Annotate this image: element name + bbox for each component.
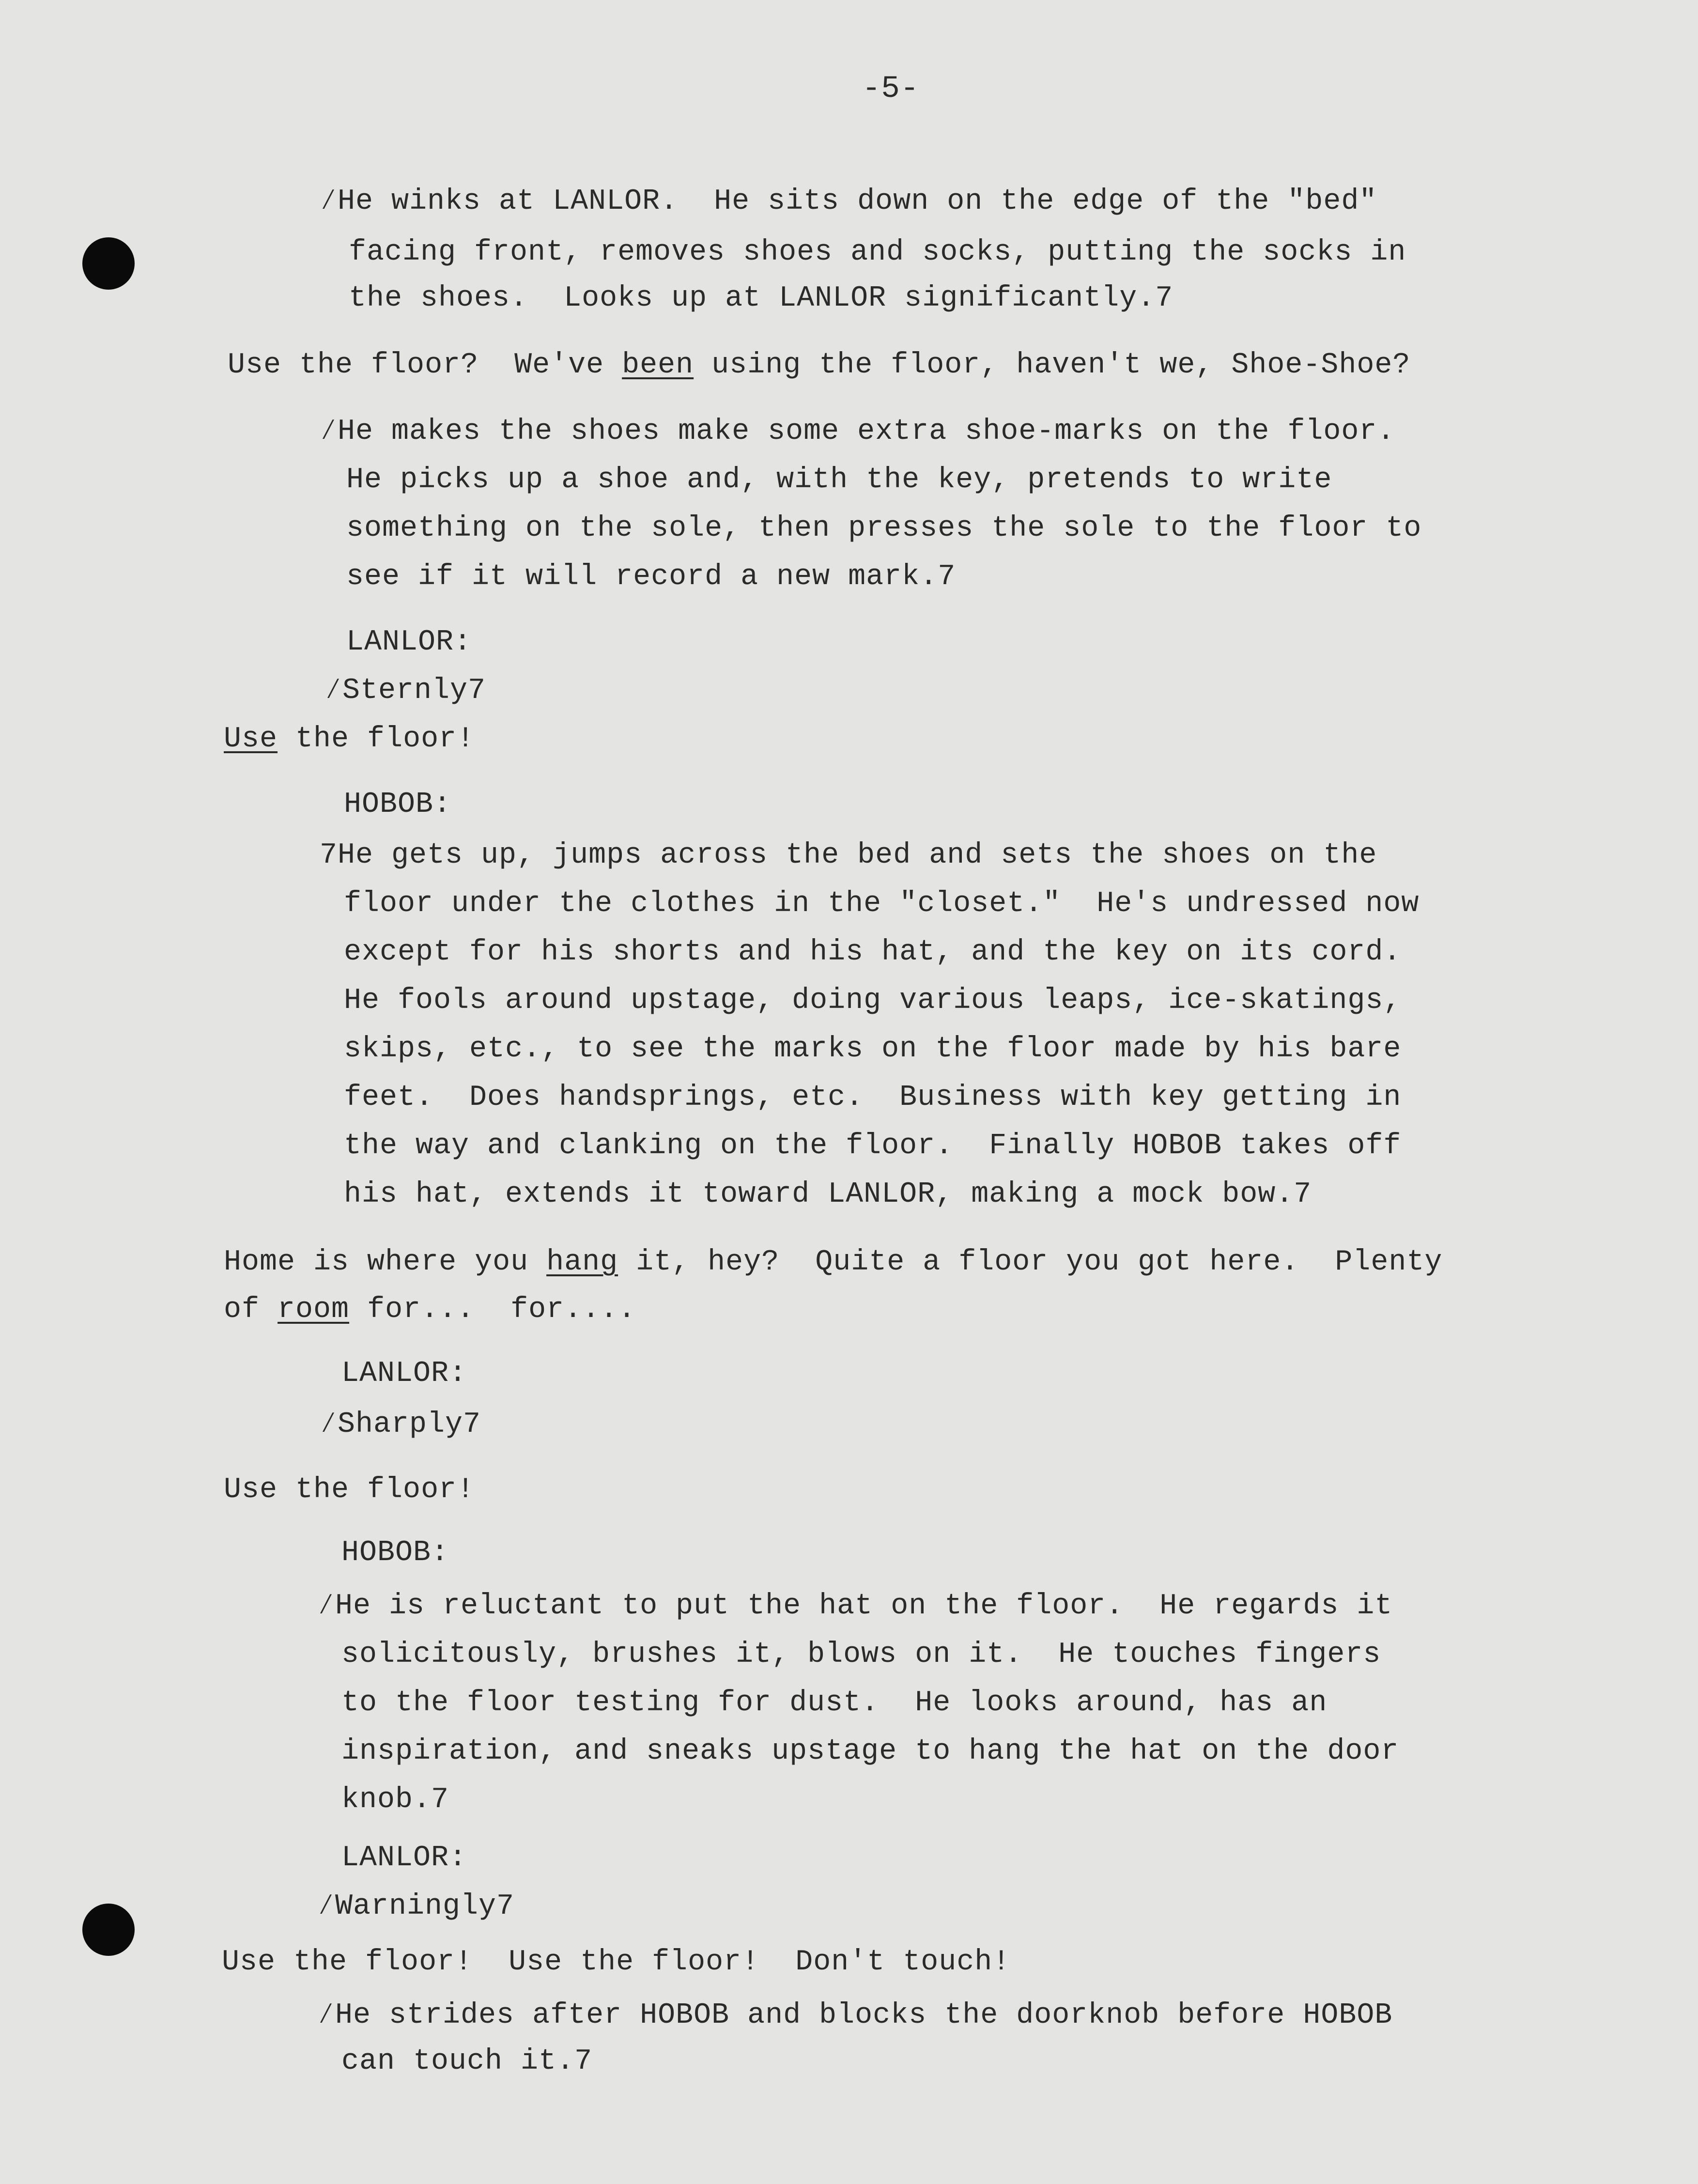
dialogue-line: of room for... for....	[224, 1293, 636, 1326]
dialogue-line: Use the floor! Use the floor! Don't touch!	[222, 1946, 1011, 1979]
parenthetical: ⁄Sternly7	[324, 674, 486, 707]
stage-direction-line: ⁄He strides after HOBOB and blocks the doorknob before HOBOB	[317, 1999, 1393, 2032]
stage-direction-line: floor under the clothes in the "closet." He's undressed now	[344, 887, 1420, 920]
stage-direction-line: to the floor testing for dust. He looks around, has an	[341, 1687, 1328, 1719]
stage-direction-line: the shoes. Looks up at LANLOR significantly.7	[349, 282, 1173, 315]
stage-direction-line: skips, etc., to see the marks on the floor made by his bare	[344, 1033, 1402, 1066]
stage-direction-line: ⁄He makes the shoes make some extra shoe-marks on the floor.	[320, 415, 1395, 448]
parenthetical: ⁄Sharply7	[320, 1408, 481, 1441]
character-name: HOBOB:	[344, 788, 452, 821]
character-name: HOBOB:	[341, 1536, 449, 1569]
stage-direction-line: his hat, extends it toward LANLOR, making a mock bow.7	[344, 1178, 1312, 1211]
character-name: LANLOR:	[346, 626, 472, 659]
stage-direction-line: knob.7	[341, 1783, 449, 1816]
dialogue-line: Use the floor!	[224, 1473, 475, 1506]
dialogue-line: Use the floor? We've been using the floor, haven't we, Shoe-Shoe?	[228, 349, 1411, 382]
stage-direction-line: ⁄He winks at LANLOR. He sits down on the edge of the "bed"	[320, 185, 1377, 218]
stage-direction-line: He picks up a shoe and, with the key, pretends to write	[346, 464, 1332, 496]
stage-direction-line: something on the sole, then presses the sole to the floor to	[346, 512, 1422, 545]
punch-hole-top	[82, 237, 135, 290]
dialogue-line: Home is where you hang it, hey? Quite a floor you got here. Plenty	[224, 1246, 1443, 1279]
stage-direction-line: see if it will record a new mark.7	[346, 560, 956, 593]
stage-direction-line: He fools around upstage, doing various leaps, ice-skatings,	[344, 984, 1402, 1017]
stage-direction-line: except for his shorts and his hat, and the key on its cord.	[344, 936, 1402, 969]
page-number: -5-	[862, 72, 920, 107]
dialogue-line: Use the floor!	[224, 723, 475, 756]
stage-direction-line: feet. Does handsprings, etc. Business with key getting in	[344, 1081, 1402, 1114]
stage-direction-line: the way and clanking on the floor. Finally HOBOB takes off	[344, 1130, 1402, 1162]
character-name: LANLOR:	[341, 1357, 467, 1390]
stage-direction-line: can touch it.7	[341, 2045, 593, 2078]
stage-direction-line: ⁄He is reluctant to put the hat on the floor. He regards it	[317, 1590, 1393, 1623]
character-name: LANLOR:	[341, 1842, 467, 1874]
punch-hole-bottom	[82, 1904, 135, 1956]
parenthetical: ⁄Warningly7	[317, 1890, 515, 1923]
stage-direction-line: inspiration, and sneaks upstage to hang the hat on the door	[341, 1735, 1399, 1768]
stage-direction-line: facing front, removes shoes and socks, putting the socks in	[349, 236, 1406, 269]
stage-direction-line: 7He gets up, jumps across the bed and sets the shoes on the	[320, 839, 1377, 872]
stage-direction-line: solicitously, brushes it, blows on it. He touches fingers	[341, 1638, 1381, 1671]
